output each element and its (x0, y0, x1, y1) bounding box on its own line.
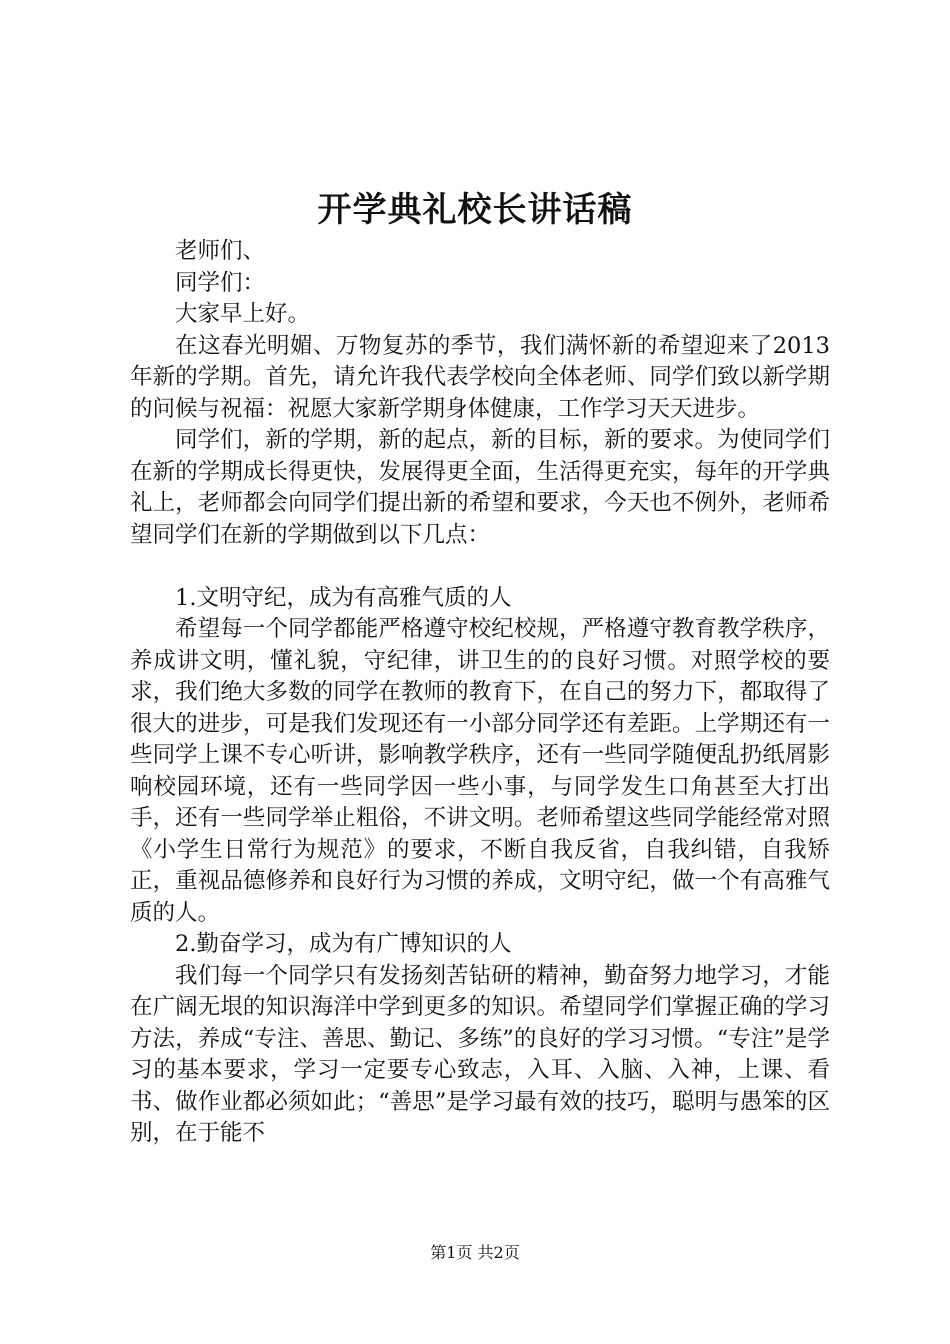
intro-paragraph: 在这春光明媚、万物复苏的季节，我们满怀新的希望迎来了2013年新的学期。首先，请允许我代表学校向全体老师、同学们致以新学期的问候与祝福：祝愿大家新学期身体健康，工作学习天天进步。 (130, 332, 830, 422)
section-heading: 2.勤奋学习，成为有广博知识的人 (175, 931, 512, 957)
page-number-footer: 第1页 共2页 (430, 1243, 520, 1262)
intro-paragraph: 同学们，新的学期，新的起点，新的目标，新的要求。为使同学们在新的学期成长得更快，发展得更全面，生活得更充实，每年的开学典礼上，老师都会向同学们提出新的希望和要求，今天也不例外，老师希望同学们在新的学期做到以下几点： (130, 427, 830, 548)
section-paragraph: 希望每一个同学都能严格遵守校纪校规，严格遵守教育教学秩序，养成讲文明，懂礼貌，守纪律，讲卫生的的良好习惯。对照学校的要求，我们绝大多数的同学在教师的教育下，在自己的努力下，都取得了很大的进步，可是我们发现还有一小部分同学还有差距。上学期还有一些同学上课不专心听讲，影响教学秩序，还有一些同学随便乱扔纸屑影响校园环境，还有一些同学因一些小事，与同学发生口角甚至大打出手，还有一些同学举止粗俗，不讲文明。老师希望这些同学能经常对照《小学生日常行为规范》的要求，不断自我反省，自我纠错，自我矫正，重视品德修养和良好行为习惯的养成，文明守纪，做一个有高雅气质的人。 (130, 616, 830, 926)
document-body (130, 236, 830, 1150)
greeting-line: 老师们、 (175, 238, 266, 264)
document-title: 开学典礼校长讲话稿 (317, 190, 633, 230)
greeting-line: 同学们： (175, 269, 266, 296)
section-paragraph: 我们每一个同学只有发扬刻苦钻研的精神，勤奋努力地学习，才能在广阔无垠的知识海洋中学到更多的知识。希望同学们掌握正确的学习方法，养成“专注、善思、勤记、多练”的良好的学习习惯。“专注”是学习的基本要求，学习一定要专心致志，入耳、入脑、入神，上课、看书、做作业都必须如此；“善思”是学习最有效的技巧，聪明与愚笨的区别，在于能不 (130, 962, 830, 1146)
section-heading: 1.文明守纪，成为有高雅气质的人 (175, 584, 512, 611)
greeting-line: 大家早上好。 (175, 301, 311, 327)
paragraph-gap (130, 551, 830, 583)
